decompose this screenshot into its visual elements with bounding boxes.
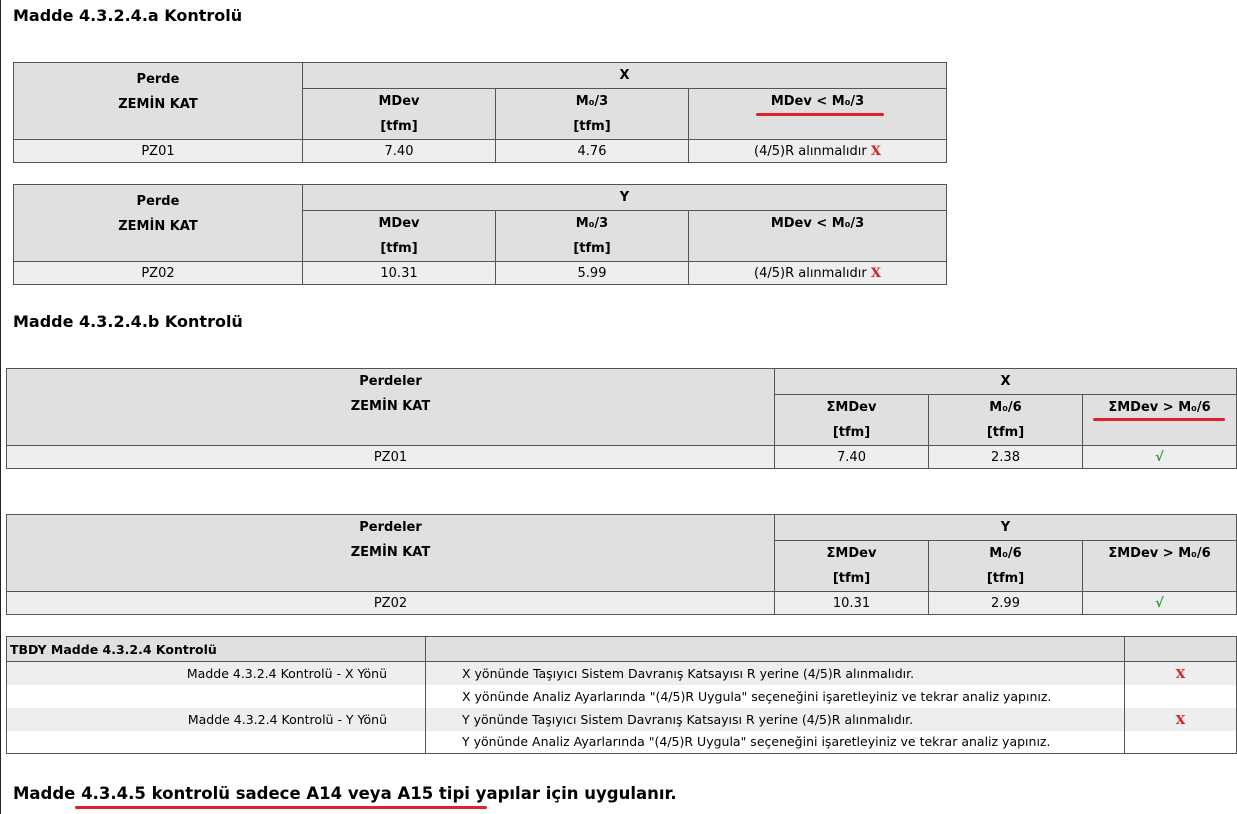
table-row [7, 662, 1237, 685]
element-name: PZ01 [7, 446, 775, 469]
header-check: ΣMDev > M₀/6 [1083, 541, 1237, 592]
fail-icon: X [1175, 665, 1186, 681]
row-label: Madde 4.3.2.4 Kontrolü - X Yönü [7, 662, 426, 685]
check-result: (4/5)R alınmalıdır X [689, 140, 947, 163]
header-m0-3: M₀/3 [tfm] [496, 211, 689, 262]
element-name: PZ01 [14, 140, 303, 163]
row-message: Y yönünde Taşıyıcı Sistem Davranış Katsayısı R yerine (4/5)R alınmalıdır. [426, 708, 1125, 731]
table-b-y [6, 514, 1237, 615]
header-direction: X [303, 63, 947, 89]
tbdy-title: TBDY Madde 4.3.2.4 Kontrolü [7, 637, 426, 662]
header-check: MDev < M₀/3 [689, 89, 947, 140]
row-message: Y yönünde Analiz Ayarlarında "(4/5)R Uygula" seçeneğini işaretleyiniz ve tekrar analiz yapınız. [426, 731, 1125, 754]
row-label: Madde 4.3.2.4 Kontrolü - Y Yönü [7, 708, 426, 731]
row-label [7, 685, 426, 708]
m0-value: 5.99 [496, 262, 689, 285]
highlight-underline [1093, 418, 1225, 421]
heading-madde-b: Madde 4.3.2.4.b Kontrolü [13, 312, 243, 331]
table-b-x [6, 368, 1237, 469]
table-row [7, 685, 1237, 708]
tbdy-header-empty [426, 637, 1125, 662]
highlight-underline [756, 113, 884, 116]
header-element: Perdeler ZEMİN KAT [7, 369, 775, 446]
header-sum-mdev: ΣMDev [tfm] [775, 395, 929, 446]
heading-madde-a: Madde 4.3.2.4.a Kontrolü [13, 6, 243, 25]
header-mdev: MDev [tfm] [303, 89, 496, 140]
sum-mdev-value: 7.40 [775, 446, 929, 469]
element-name: PZ02 [7, 592, 775, 615]
row-message: X yönünde Analiz Ayarlarında "(4/5)R Uygula" seçeneğini işaretleyiniz ve tekrar analiz yapınız. [426, 685, 1125, 708]
header-element: Perdeler ZEMİN KAT [7, 515, 775, 592]
row-label [7, 731, 426, 754]
header-element: Perde ZEMİN KAT [14, 63, 303, 140]
header-m0-6: M₀/6 [tfm] [929, 395, 1083, 446]
m0-value: 2.99 [929, 592, 1083, 615]
check-icon: √ [1155, 595, 1164, 611]
header-direction: X [775, 369, 1237, 395]
table-a-y [13, 184, 947, 285]
element-name: PZ02 [14, 262, 303, 285]
highlight-underline [75, 806, 487, 809]
check-result: (4/5)R alınmalıdır X [689, 262, 947, 285]
header-check: ΣMDev > M₀/6 [1083, 395, 1237, 446]
row-message: X yönünde Taşıyıcı Sistem Davranış Katsayısı R yerine (4/5)R alınmalıdır. [426, 662, 1125, 685]
header-check: MDev < M₀/3 [689, 211, 947, 262]
fail-icon: X [870, 265, 881, 281]
header-mdev: MDev [tfm] [303, 211, 496, 262]
check-icon: √ [1155, 449, 1164, 465]
header-direction: Y [775, 515, 1237, 541]
m0-value: 2.38 [929, 446, 1083, 469]
fail-icon: X [1175, 711, 1186, 727]
tbdy-summary-table [6, 636, 1237, 754]
mdev-value: 10.31 [303, 262, 496, 285]
table-row [7, 731, 1237, 754]
sum-mdev-value: 10.31 [775, 592, 929, 615]
header-direction: Y [303, 185, 947, 211]
mdev-value: 7.40 [303, 140, 496, 163]
header-m0-3: M₀/3 [tfm] [496, 89, 689, 140]
check-result [1083, 592, 1237, 615]
fail-icon: X [870, 143, 881, 159]
m0-value: 4.76 [496, 140, 689, 163]
tbdy-header-empty [1125, 637, 1237, 662]
header-m0-6: M₀/6 [tfm] [929, 541, 1083, 592]
check-result [1083, 446, 1237, 469]
table-row [7, 708, 1237, 731]
header-sum-mdev: ΣMDev [tfm] [775, 541, 929, 592]
header-element: Perde ZEMİN KAT [14, 185, 303, 262]
applicability-note: Madde 4.3.4.5 kontrolü sadece A14 veya A15 tipi yapılar için uygulanır. [13, 784, 677, 803]
